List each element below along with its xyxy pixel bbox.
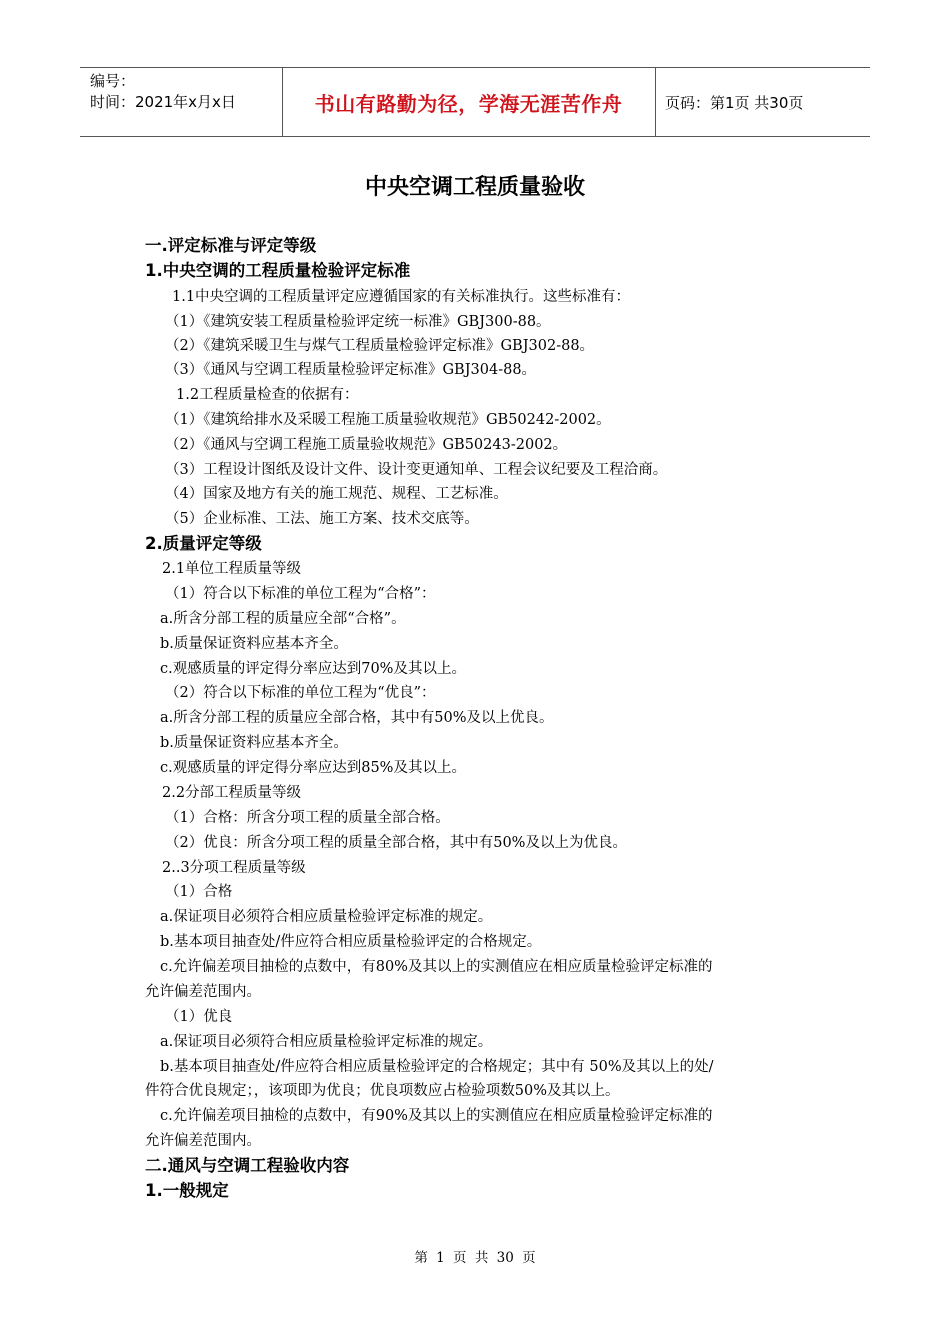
paragraph-line: a.保证项目必须符合相应质量检验评定标准的规定。 <box>160 1034 493 1050</box>
paragraph-line: （2）符合以下标准的单位工程为“优良”： <box>165 685 436 701</box>
paragraph-line: a.所含分部工程的质量应全部“合格”。 <box>160 611 406 627</box>
header-divider <box>655 68 656 136</box>
paragraph-line: （2）优良：所含分项工程的质量全部合格，其中有50%及以上为优良。 <box>165 835 627 851</box>
paragraph-line: 件符合优良规定；，该项即为优良；优良项数应占检验项数50%及其以上。 <box>145 1083 620 1099</box>
number-label: 编号： <box>90 72 136 90</box>
paragraph-line: （2）《建筑采暖卫生与煤气工程质量检验评定标准》GBJ302-88。 <box>165 338 595 354</box>
paragraph-line: （1）合格：所含分项工程的质量全部合格。 <box>165 810 450 826</box>
paragraph-line: b.基本项目抽查处/件应符合相应质量检验评定的合格规定；其中有 50%及其以上的处/ <box>160 1059 714 1075</box>
paragraph-line: （3）《通风与空调工程质量检验评定标准》GBJ304-88。 <box>165 362 537 378</box>
paragraph-line: c.观感质量的评定得分率应达到85%及其以上。 <box>160 760 466 776</box>
page-footer: 第 1 页 共 30 页 <box>414 1250 536 1266</box>
header-page-info: 页码：第1页 共30页 <box>665 93 804 112</box>
header-table <box>80 67 870 137</box>
paragraph-line: （5）企业标准、工法、施工方案、技术交底等。 <box>165 511 479 527</box>
paragraph-line: （1）优良 <box>165 1009 233 1025</box>
paragraph-line: 1.2工程质量检查的依据有： <box>176 387 359 403</box>
subsection-heading: 2.质量评定等级 <box>145 534 262 553</box>
paragraph-line: b.基本项目抽查处/件应符合相应质量检验评定的合格规定。 <box>160 934 542 950</box>
paragraph-line: （4）国家及地方有关的施工规范、规程、工艺标准。 <box>165 486 508 502</box>
paragraph-line: b.质量保证资料应基本齐全。 <box>160 735 348 751</box>
subsection-heading: 1.中央空调的工程质量检验评定标准 <box>145 261 411 280</box>
paragraph-line: 允许偏差范围内。 <box>145 984 261 1000</box>
header-motto: 书山有路勤为径，学海无涯苦作舟 <box>314 91 623 116</box>
paragraph-line: （1）合格 <box>165 884 233 900</box>
document-title: 中央空调工程质量验收 <box>364 175 585 200</box>
paragraph-line: 1.1中央空调的工程质量评定应遵循国家的有关标准执行。这些标准有： <box>172 289 631 305</box>
subsection-heading: 1.一般规定 <box>145 1181 229 1200</box>
paragraph-line: c.允许偏差项目抽检的点数中，有80%及其以上的实测值应在相应质量检验评定标准的 <box>160 959 713 975</box>
paragraph-line: 2.2分部工程质量等级 <box>162 785 302 801</box>
paragraph-line: （1）《建筑安装工程质量检验评定统一标准》GBJ300-88。 <box>165 314 551 330</box>
paragraph-line: 允许偏差范围内。 <box>145 1133 261 1149</box>
time-label: 时间：2021年x月x日 <box>90 93 236 111</box>
paragraph-line: （1）《建筑给排水及采暖工程施工质量验收规范》GB50242-2002。 <box>165 412 611 428</box>
section-heading: 二.通风与空调工程验收内容 <box>145 1156 350 1175</box>
section-heading: 一.评定标准与评定等级 <box>145 236 317 255</box>
paragraph-line: c.允许偏差项目抽检的点数中，有90%及其以上的实测值应在相应质量检验评定标准的 <box>160 1108 713 1124</box>
paragraph-line: （2）《通风与空调工程施工质量验收规范》GB50243-2002。 <box>165 437 568 453</box>
paragraph-line: 2..3分项工程质量等级 <box>162 860 306 876</box>
header-meta <box>90 71 236 113</box>
paragraph-line: b.质量保证资料应基本齐全。 <box>160 636 348 652</box>
paragraph-line: （3）工程设计图纸及设计文件、设计变更通知单、工程会议纪要及工程洽商。 <box>165 462 668 478</box>
paragraph-line: c.观感质量的评定得分率应达到70%及其以上。 <box>160 661 466 677</box>
paragraph-line: 2.1单位工程质量等级 <box>162 561 302 577</box>
paragraph-line: a.保证项目必须符合相应质量检验评定标准的规定。 <box>160 909 493 925</box>
paragraph-line: a.所含分部工程的质量应全部合格，其中有50%及以上优良。 <box>160 710 554 726</box>
paragraph-line: （1）符合以下标准的单位工程为“合格”： <box>165 586 436 602</box>
